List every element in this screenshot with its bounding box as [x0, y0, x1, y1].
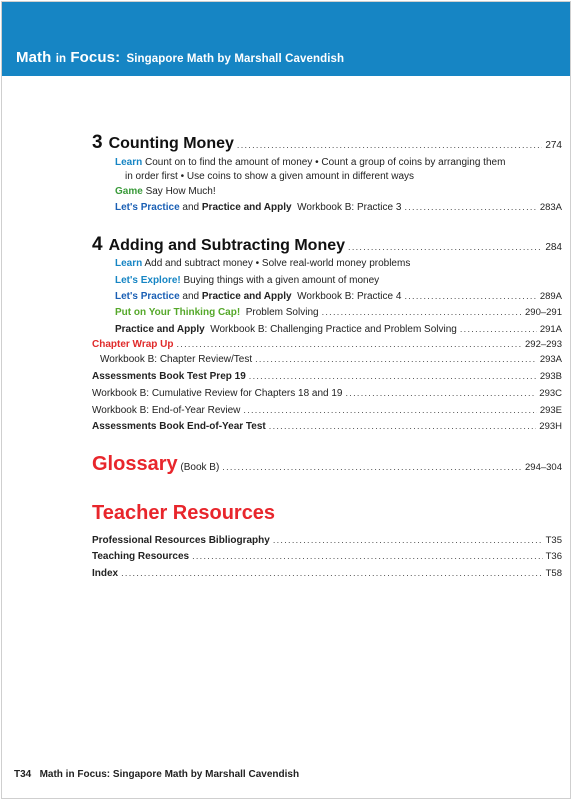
toc-entry [92, 421, 562, 432]
practice-text: Workbook B: Practice 4 [297, 291, 402, 302]
entry-text: Assessments Book Test Prep 19 [92, 371, 246, 382]
leader-dots [404, 291, 536, 302]
toc-entry [92, 551, 562, 562]
leader-dots [404, 202, 536, 213]
leader-dots [255, 354, 537, 365]
toc-entry [92, 371, 562, 382]
leader-dots [249, 371, 537, 382]
entry-text: Workbook B: Cumulative Review for Chapters 18 and 19 [92, 388, 343, 399]
chapter-page: 274 [545, 140, 562, 151]
header-title-focus: Focus: [70, 49, 121, 66]
header-title-math: Math [16, 49, 52, 66]
leader-dots [237, 140, 542, 151]
and-text: and [182, 291, 200, 302]
chapter-3-heading [92, 132, 562, 154]
entry-text: Teaching Resources [92, 551, 190, 562]
chapter-4-challenging-practice [115, 324, 562, 335]
learn-text-continued: in order first • Use coins to show a given amount in different ways [125, 171, 415, 182]
teacher-resources-heading: Teacher Resources [92, 502, 276, 524]
glossary-title: Glossary [92, 453, 178, 475]
glossary-entry [92, 453, 562, 476]
review-page: 293A [539, 354, 562, 365]
chapter-4-heading [92, 234, 562, 256]
lets-practice-label: Let's Practice [115, 202, 180, 213]
footer-text: Math in Focus: Singapore Math by Marshall Cavendish [39, 769, 300, 780]
entry-page: 293C [539, 388, 562, 399]
chapter-number: 3 [92, 132, 103, 153]
wrap-up-label: Chapter Wrap Up [92, 339, 174, 350]
entry-page: 293B [539, 371, 562, 382]
learn-text: Add and subtract money • Solve real-world money problems [144, 258, 411, 269]
entry-page: 293E [539, 405, 562, 416]
thinking-cap-page: 290–291 [525, 307, 562, 318]
explore-text: Buying things with a given amount of money [183, 275, 380, 286]
chapter-number: 4 [92, 234, 103, 255]
entry-page: 293H [539, 421, 562, 432]
chapter-wrap-up [92, 339, 562, 350]
chapter-4-practice [115, 291, 562, 302]
practice-apply-label: Practice and Apply [201, 291, 292, 302]
chapter-4-thinking-cap [115, 307, 562, 318]
entry-text: Professional Resources Bibliography [92, 535, 270, 546]
entry-page: T36 [545, 551, 562, 562]
practice-page: 289A [539, 291, 562, 302]
chapter-page: 284 [545, 242, 562, 253]
leader-dots [348, 242, 542, 253]
leader-dots [243, 405, 536, 416]
leader-dots [322, 307, 522, 318]
chapter-4-explore [115, 275, 379, 286]
glossary-note: (Book B) [180, 462, 220, 473]
leader-dots [192, 551, 543, 562]
lets-practice-label: Let's Practice [115, 291, 180, 302]
toc-entry [92, 405, 562, 416]
header-title-in: in [55, 53, 67, 65]
game-text: Say How Much! [145, 186, 216, 197]
wrap-up-page: 292–293 [525, 339, 562, 350]
practice-apply-label: Practice and Apply [115, 324, 205, 335]
leader-dots [460, 324, 537, 335]
leader-dots [273, 535, 543, 546]
entry-text: Index [92, 568, 119, 579]
chapter-review-test [100, 354, 562, 365]
leader-dots [222, 462, 522, 473]
footer-page-number: T34 [14, 769, 32, 780]
toc-entry [92, 388, 562, 399]
leader-dots [121, 568, 543, 579]
learn-label: Learn [115, 258, 143, 269]
page-footer [14, 769, 299, 780]
explore-label: Let's Explore! [115, 275, 181, 286]
teacher-resources-title [92, 502, 275, 525]
practice-page: 283A [539, 202, 562, 213]
practice-apply-label: Practice and Apply [201, 202, 292, 213]
review-text: Workbook B: Chapter Review/Test [100, 354, 253, 365]
leader-dots [177, 339, 523, 350]
learn-label: Learn [115, 157, 143, 168]
leader-dots [269, 421, 537, 432]
practice-text: Workbook B: Practice 3 [297, 202, 402, 213]
header-title-rest: Singapore Math by Marshall Cavendish [126, 53, 345, 65]
learn-text: Count on to find the amount of money • Count a group of coins by arranging them [145, 157, 506, 168]
leader-dots [346, 388, 537, 399]
chapter-title: Counting Money [108, 135, 234, 152]
entry-page: T58 [545, 568, 562, 579]
chapter-3-learn [115, 157, 505, 168]
entry-text: Workbook B: End-of-Year Review [92, 405, 241, 416]
chapter-3-practice [115, 202, 562, 213]
practice-page: 291A [539, 324, 562, 335]
thinking-cap-label: Put on Your Thinking Cap! [115, 307, 241, 318]
toc-entry [92, 568, 562, 579]
entry-page: T35 [545, 535, 562, 546]
practice-text: Workbook B: Challenging Practice and Problem Solving [210, 324, 457, 335]
thinking-cap-text: Problem Solving [245, 307, 319, 318]
chapter-3-game [115, 186, 216, 197]
entry-text: Assessments Book End-of-Year Test [92, 421, 266, 432]
chapter-title: Adding and Subtracting Money [108, 237, 346, 254]
and-text: and [182, 202, 200, 213]
chapter-4-learn [115, 258, 410, 269]
toc-entry [92, 535, 562, 546]
chapter-3-learn-continued [125, 171, 414, 182]
game-label: Game [115, 186, 143, 197]
glossary-page: 294–304 [525, 462, 562, 473]
